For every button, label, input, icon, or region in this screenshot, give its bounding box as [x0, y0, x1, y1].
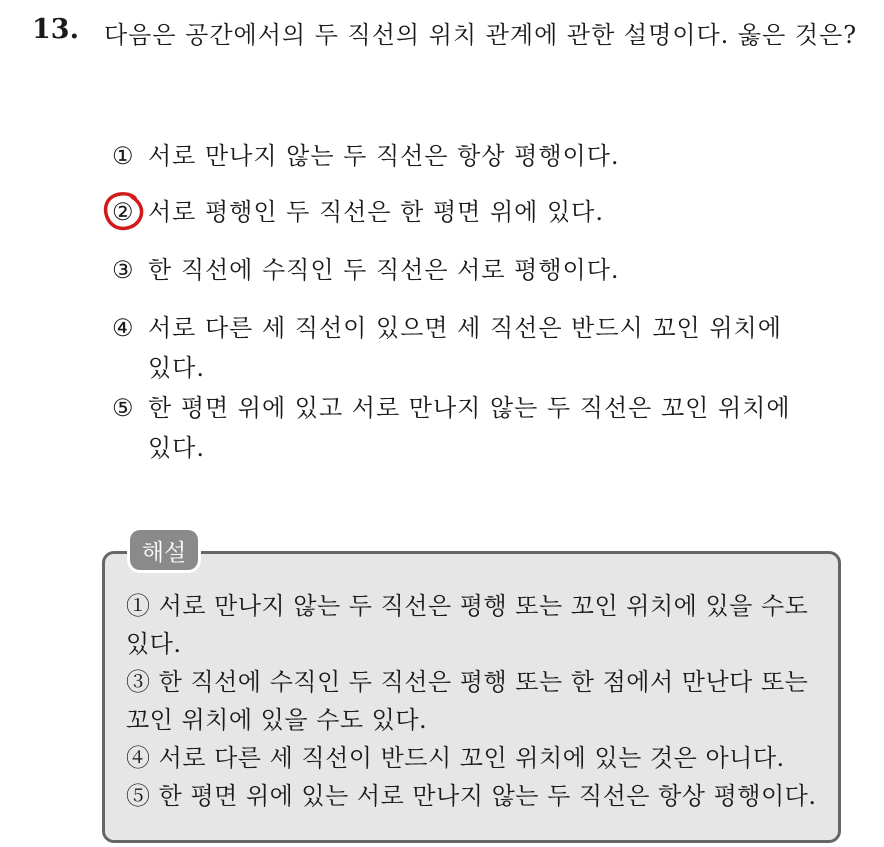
choice-5-text-line1: 한 평면 위에 있고 서로 만나지 않는 두 직선은 꼬인 위치에	[148, 394, 791, 422]
answer-circle-mark-icon	[102, 190, 144, 232]
choice-1-number: ①	[112, 142, 135, 170]
choice-4[interactable]	[112, 308, 812, 388]
solution-line-1: ① 서로 만나지 않는 두 직선은 평행 또는 꼬인 위치에 있을 수도	[126, 592, 809, 620]
solution-line-6: ⑤ 한 평면 위에 있는 서로 만나지 않는 두 직선은 항상 평행이다.	[126, 782, 817, 810]
question-text: 다음은 공간에서의 두 직선의 위치 관계에 관한 설명이다. 옳은 것은?	[104, 21, 858, 49]
choice-5-text-line2: 있다.	[148, 434, 205, 462]
solution-line-3: ③ 한 직선에 수직인 두 직선은 평행 또는 한 점에서 만난다 또는	[126, 668, 809, 696]
choice-4-text-line1: 서로 다른 세 직선이 있으면 세 직선은 반드시 꼬인 위치에	[148, 314, 782, 342]
choice-3[interactable]	[112, 250, 812, 290]
choice-1-text: 서로 만나지 않는 두 직선은 항상 평행이다.	[148, 142, 620, 170]
solution-line-2: 있다.	[126, 630, 182, 658]
choice-5-number: ⑤	[112, 394, 135, 422]
choice-4-text-line2: 있다.	[148, 354, 205, 382]
choice-2-number: ②	[112, 198, 135, 226]
solution-line-4: 꼬인 위치에 있을 수도 있다.	[126, 706, 428, 734]
choice-3-text: 한 직선에 수직인 두 직선은 서로 평행이다.	[148, 256, 620, 284]
choice-5[interactable]	[112, 388, 812, 468]
choice-1[interactable]	[112, 136, 812, 176]
question-number: 13.	[32, 14, 79, 45]
choice-4-number: ④	[112, 314, 135, 342]
choice-2[interactable]	[112, 192, 812, 232]
choice-3-number: ③	[112, 256, 135, 284]
solution-label: 해설	[130, 530, 198, 570]
solution-line-5: ④ 서로 다른 세 직선이 반드시 꼬인 위치에 있는 것은 아니다.	[126, 744, 785, 772]
choice-2-text: 서로 평행인 두 직선은 한 평면 위에 있다.	[148, 198, 604, 226]
